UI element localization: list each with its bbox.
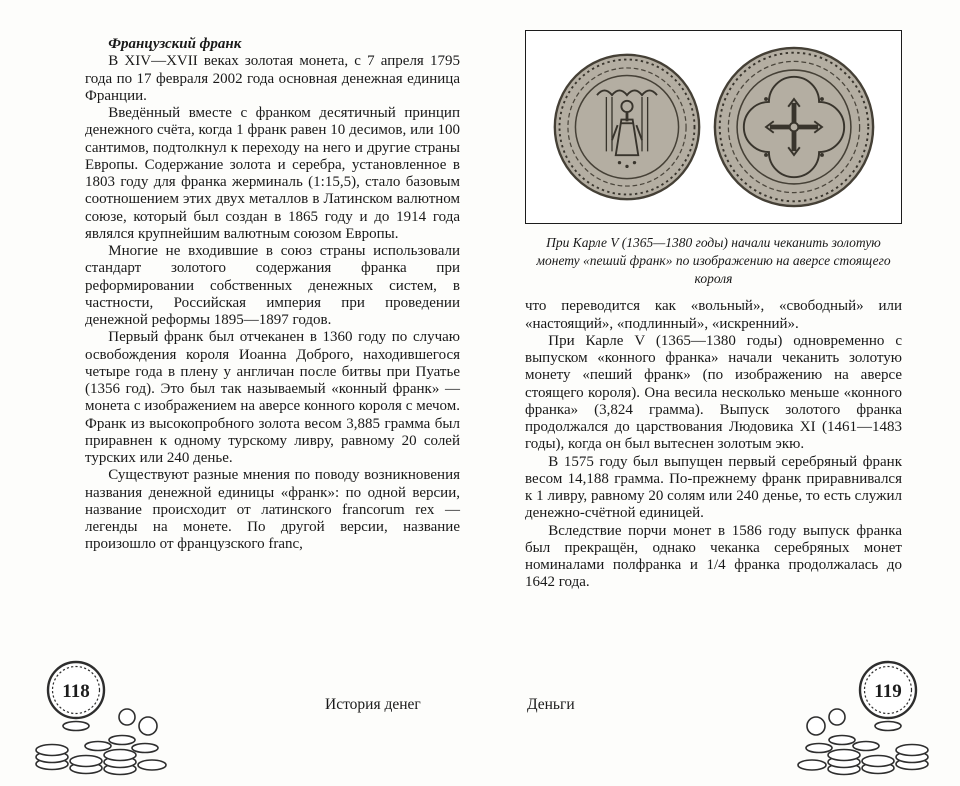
- figure-caption: При Карле V (1365—1380 годы) начали чеканить золотую монету «пеший франк» по изображению на аверсе стоящего короля: [536, 235, 891, 286]
- article-title: Французский франк: [108, 36, 242, 52]
- coin-pile-left-illustration: [24, 652, 176, 776]
- coin-pile-right-illustration: [788, 652, 940, 776]
- left-page-body: [85, 36, 460, 554]
- paragraph: В XIV—XVII веках золотая монета, с 7 апреля 1795 года по 17 февраля 2002 года основная денежная единица Франции.: [85, 53, 460, 104]
- page-number-badge-left: [48, 662, 104, 718]
- coin-reverse-image: [712, 45, 876, 209]
- right-page-body: [525, 298, 902, 591]
- running-title-left: История денег: [325, 696, 421, 713]
- page-number-right: 119: [874, 681, 902, 702]
- paragraph: Существуют разные мнения по поводу возникновения названия денежной единицы «франк»: по одной версии, название происходит от латинского francorum rex — легенды на монете. По другой версии, название произошло от французского franc,: [85, 467, 460, 553]
- paragraph: При Карле V (1365—1380 годы) одновременно с выпуском «конного франка» начали чеканить золотую монету «пеший франк» (по изображению на аверсе стоящего короля). Она весила несколько меньше «конного франка» (3,824 грамма). Выпуск золотого франка продолжался до царствования Людовика XI (1461—1483 годы), когда он был вытеснен золотым экю.: [525, 332, 902, 453]
- page-right: [480, 0, 960, 786]
- paragraph: В 1575 году был выпущен первый серебряный франк весом 14,188 грамма. По-прежнему франк приравнивался к 1 ливру, равному 20 солям или 240 денье, то есть служил денежно-счётной единицей.: [525, 453, 902, 522]
- page-number-badge-right: [860, 662, 916, 718]
- paragraph: Вследствие порчи монет в 1586 году выпуск франка был прекращён, однако чеканка серебряных монет номиналами полфранка и 1/4 франка продолжалась до 1642 года.: [525, 522, 902, 591]
- paragraph: Первый франк был отчеканен в 1360 году по случаю освобождения короля Иоанна Доброго, находившегося четыре года в плену у англичан после битвы при Пуатье (1356 год). Это был так называемый «конный франк» — монета с изображением на аверсе конного короля с мечом. Франк из высокопробного золота весом 3,885 грамма был приравнен к одному турскому ливру, равному 20 солей турских или 240 денье.: [85, 329, 460, 466]
- paragraph: Многие не входившие в союз страны использовали стандарт золотого содержания франка при реформировании собственных денежных систем, в частности, Российская империя при проведении денежной реформы 1895—1897 годов.: [85, 243, 460, 328]
- page-number-left: 118: [62, 681, 90, 702]
- coin-figure-frame: [525, 30, 902, 224]
- coin-obverse-image: [552, 52, 702, 202]
- paragraph: что переводится как «вольный», «свободный» или «настоящий», «подлинный», «искренний».: [525, 298, 902, 332]
- running-title-right: Деньги: [527, 696, 575, 713]
- paragraph: Введённый вместе с франком десятичный принцип денежного счёта, когда 1 франк равен 10 десимов, или 100 сантимов, подтолкнул к переходу на него и другие страны Европы. Содержание золота и серебра, установленное в 1803 году для франка жерминаль (1:15,5), стало базовым соотношением этих двух металлов в Латинском валютном союзе, который был создан в 1865 году и до 1914 года являлся крупнейшим валютным союзом Европы.: [85, 105, 460, 242]
